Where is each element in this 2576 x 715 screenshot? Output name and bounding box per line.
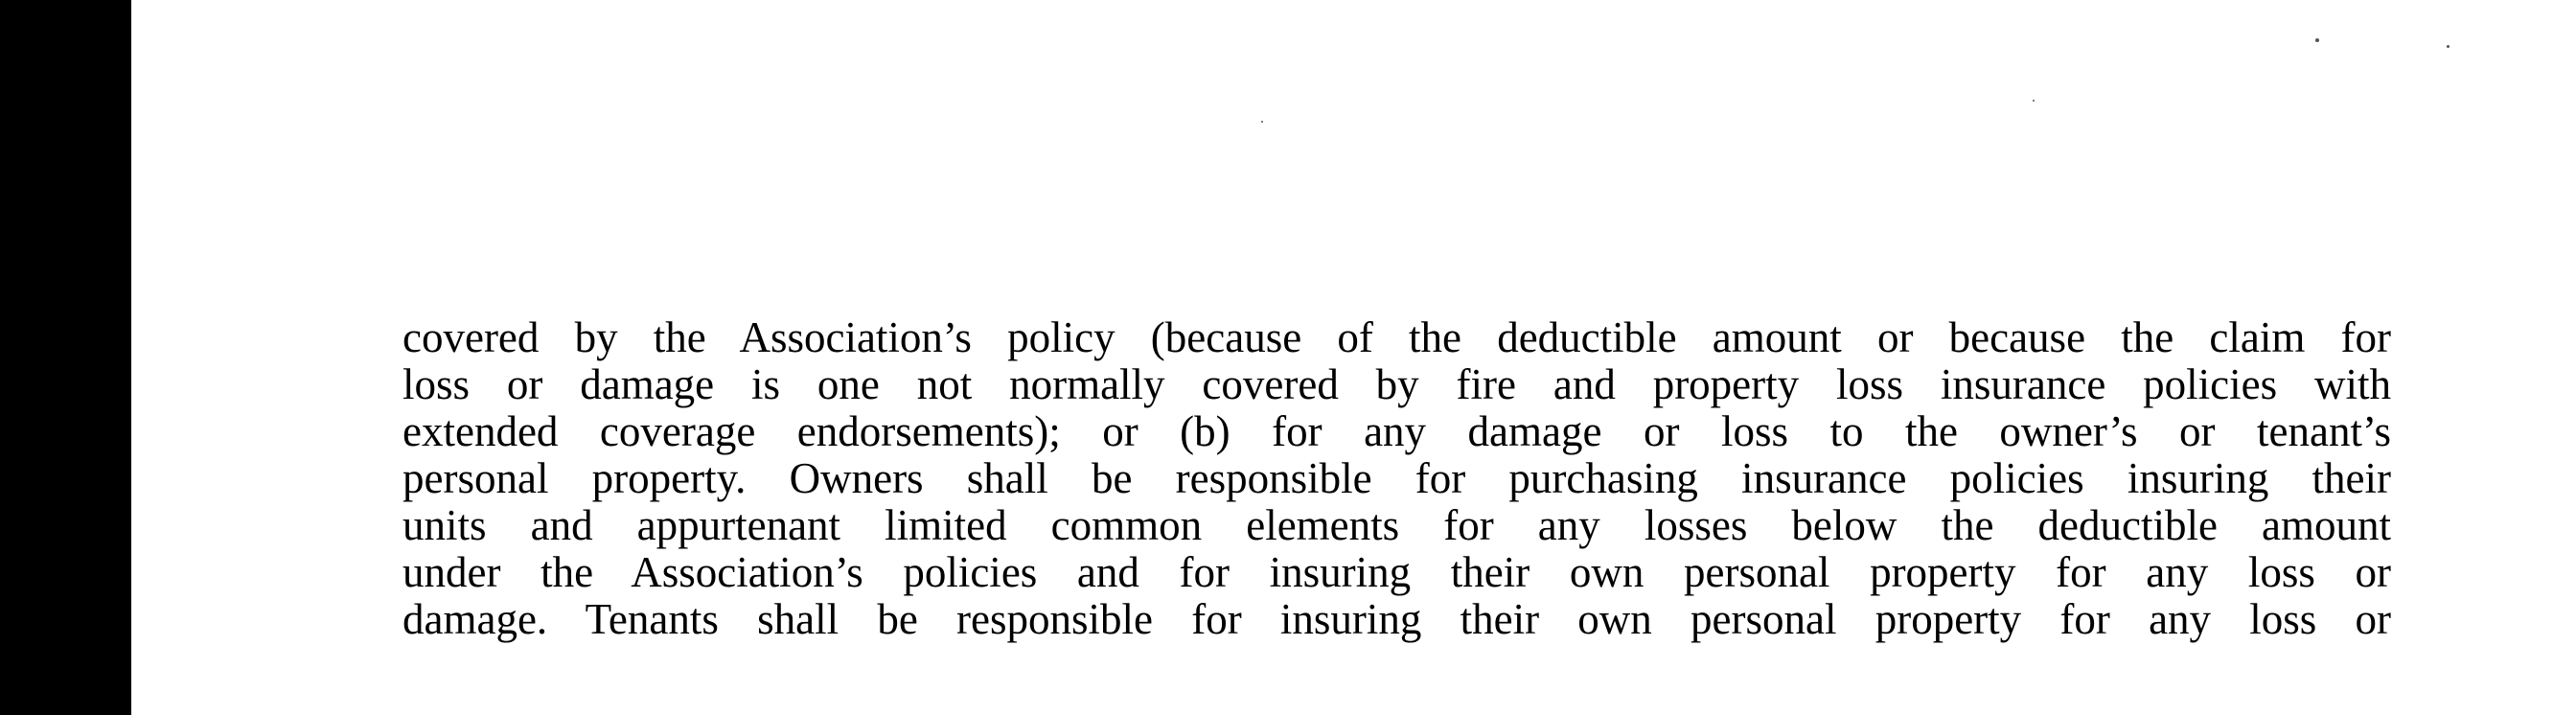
- text-line: units and appurtenant limited common elements for any losses below the deductible amount: [402, 501, 2391, 549]
- scan-speck: [2447, 45, 2450, 48]
- scan-speck: [1261, 121, 1263, 123]
- scan-speck: [2315, 38, 2319, 42]
- text-line: extended coverage endorsements); or (b) for any damage or loss to the owner’s or tenant’s: [402, 407, 2391, 455]
- text-line: loss or damage is one not normally covered by fire and property loss insurance policies with: [402, 360, 2391, 408]
- text-line: personal property. Owners shall be responsible for purchasing insurance policies insuring their: [402, 454, 2391, 502]
- text-line: under the Association’s policies and for insuring their own personal property for any loss or: [402, 548, 2391, 596]
- body-paragraph: [402, 314, 2391, 643]
- scan-speck: [2033, 100, 2035, 102]
- text-line: covered by the Association’s policy (because of the deductible amount or because the claim for: [402, 313, 2391, 361]
- text-line: damage. Tenants shall be responsible for insuring their own personal property for any loss or: [402, 595, 2391, 643]
- document-page: [131, 0, 2576, 715]
